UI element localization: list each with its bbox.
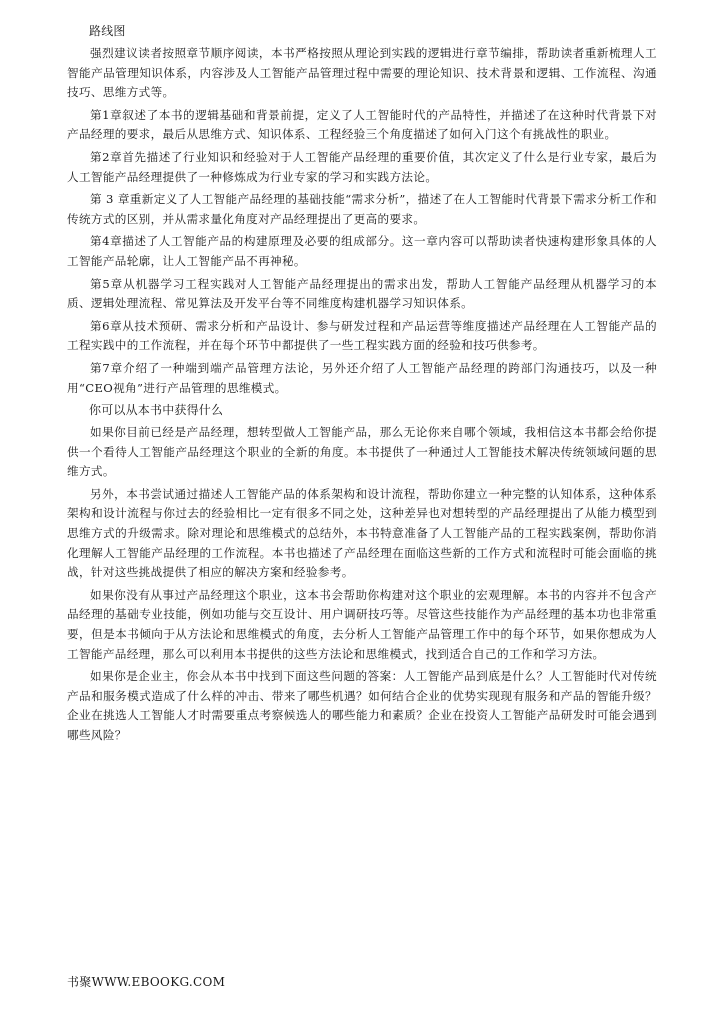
paragraph: 第5章从机器学习工程实践对人工智能产品经理提出的需求出发，帮助人工智能产品经理从机器学习的本质、逻辑处理流程、常见算法及开发平台等不同维度构建机器学习知识体系。 [67,276,657,311]
document-body [67,22,657,749]
section-heading: 路线图 [89,24,126,38]
paragraph: 第6章从技术预研、需求分析和产品设计、参与研发过程和产品运营等维度描述产品经理在人工智能产品的工程实践中的工作流程，并在每个环节中都提供了一些工程实践方面的经验和技巧供参考。 [67,318,657,353]
section-what-you-gain [67,401,657,746]
section-roadmap [67,22,657,398]
paragraph: 第7章介绍了一种端到端产品管理方法论，另外还介绍了人工智能产品经理的跨部门沟通技巧，以及一种用“CEO视角”进行产品管理的思维模式。 [67,360,657,395]
paragraph: 如果你目前已经是产品经理，想转型做人工智能产品，那么无论你来自哪个领域，我相信这本书都会给你提供一个看待人工智能产品经理这个职业的全新的角度。本书提供了一种通过人工智能技术解决传统领域问题的思维方式。 [67,425,657,479]
paragraph: 第 3 章重新定义了人工智能产品经理的基础技能“需求分析”，描述了在人工智能时代背景下需求分析工作和传统方式的区别，并从需求量化角度对产品经理提出了更高的要求。 [67,192,657,226]
paragraph: 另外，本书尝试通过描述人工智能产品的体系架构和设计流程，帮助你建立一种完整的认知体系，这种体系架构和设计流程与你过去的经验相比一定有很多不同之处，这种差异也对想转型的产品经理提出了从能力模型到思维方式的升级需求。除对理论和思维模式的总结外，本书特意准备了人工智能产品的工程实践案例，帮助你消化理解人工智能产品经理的工作流程。本书也描述了产品经理在面临这些新的工作方式和流程时可能会面临的挑战，针对这些挑战提供了相应的解决方案和经验参考。 [67,486,657,580]
paragraph: 第4章描述了人工智能产品的构建原理及必要的组成部分。这一章内容可以帮助读者快速构建形象具体的人工智能产品轮廓，让人工智能产品不再神秘。 [67,234,657,268]
footer-watermark-text: 书聚WWW.EBOOKG.COM [67,975,226,989]
paragraph: 第2章首先描述了行业知识和经验对于人工智能产品经理的重要价值，其次定义了什么是行业专家，最后为人工智能产品经理提供了一种修炼成为行业专家的学习和实践方法论。 [67,149,657,184]
paragraph: 第1章叙述了本书的逻辑基础和背景前提，定义了人工智能时代的产品特性，并描述了在这种时代背景下对产品经理的要求，最后从思维方式、知识体系、工程经验三个角度描述了如何入门这个有挑战性的职业。 [67,107,657,142]
paragraph: 强烈建议读者按照章节顺序阅读，本书严格按照从理论到实践的逻辑进行章节编排，帮助读者重新梳理人工智能产品管理知识体系，内容涉及人工智能产品管理过程中需要的理论知识、技术背景和逻辑、工作流程、沟通技巧、思维方式等。 [67,46,657,100]
paragraph: 如果你是企业主，你会从本书中找到下面这些问题的答案：人工智能产品到底是什么？人工智能时代对传统产品和服务模式造成了什么样的冲击、带来了哪些机遇？如何结合企业的优势实现现有服务和产品的智能升级？企业在挑选人工智能人才时需要重点考察候选人的哪些能力和素质？企业在投资人工智能产品研发时可能会遇到哪些风险？ [67,669,657,742]
paragraph: 如果你没有从事过产品经理这个职业，这本书会帮助你构建对这个职业的宏观理解。本书的内容并不包含产品经理的基础专业技能，例如功能与交互设计、用户调研技巧等。尽管这些技能作为产品经理的基本功也非常重要，但是本书倾向于从方法论和思维模式的角度，去分析人工智能产品管理工作中的每个环节，如果你想成为人工智能产品经理，那么可以利用本书提供的这些方法论和思维模式，找到适合自己的工作和学习方法。 [67,587,657,661]
section-heading: 你可以从本书中获得什么 [89,403,224,418]
